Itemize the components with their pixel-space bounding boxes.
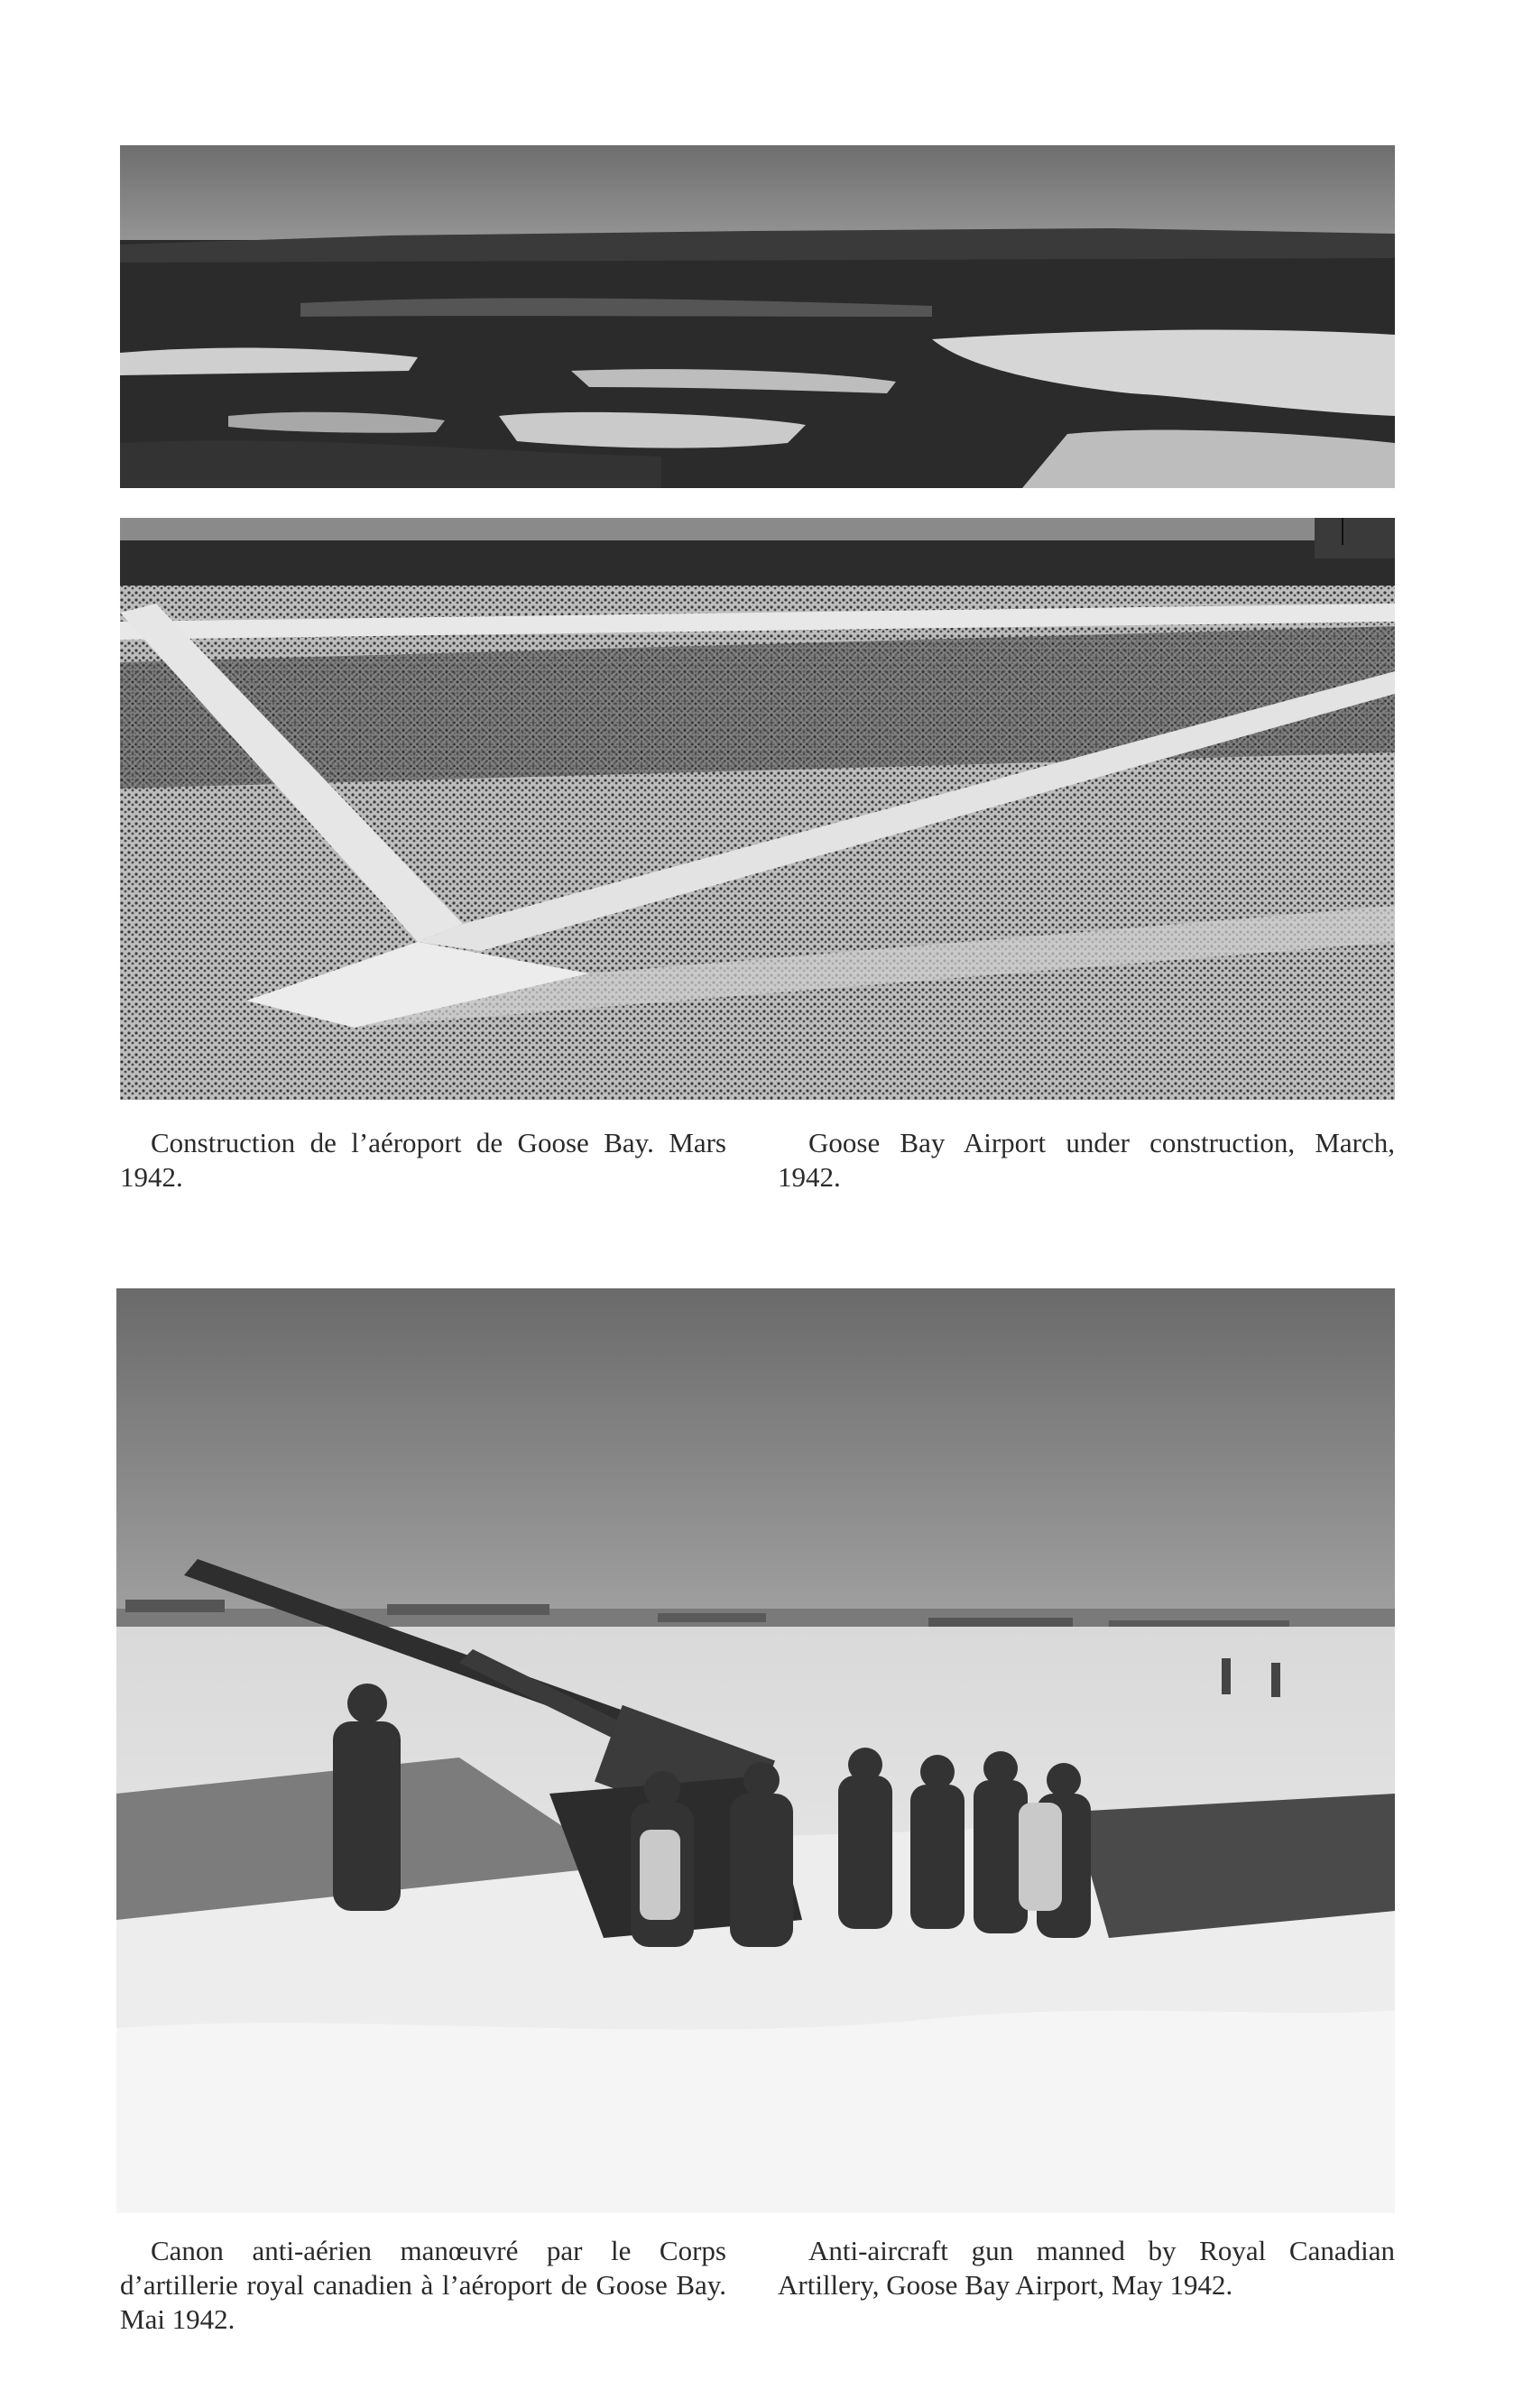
caption-french-anti-aircraft-gun: Canon anti-aérien manœuvré par le Corps d’artillerie royal canadien à l’aéroport de Goose Bay. Mai 1942. <box>120 2235 726 2335</box>
caption-french-airport-construction: Construction de l’aéroport de Goose Bay. Mars 1942. <box>120 1127 726 1193</box>
caption-english-anti-aircraft-gun: Anti-aircraft gun manned by Royal Canadian Artillery, Goose Bay Airport, May 1942. <box>778 2235 1395 2301</box>
aerial-landscape-photo <box>120 145 1395 488</box>
airport-construction-photo <box>120 518 1395 1100</box>
anti-aircraft-gun-photo <box>116 1288 1395 2213</box>
caption-english-airport-construction: Goose Bay Airport under construction, March, 1942. <box>778 1127 1395 1193</box>
